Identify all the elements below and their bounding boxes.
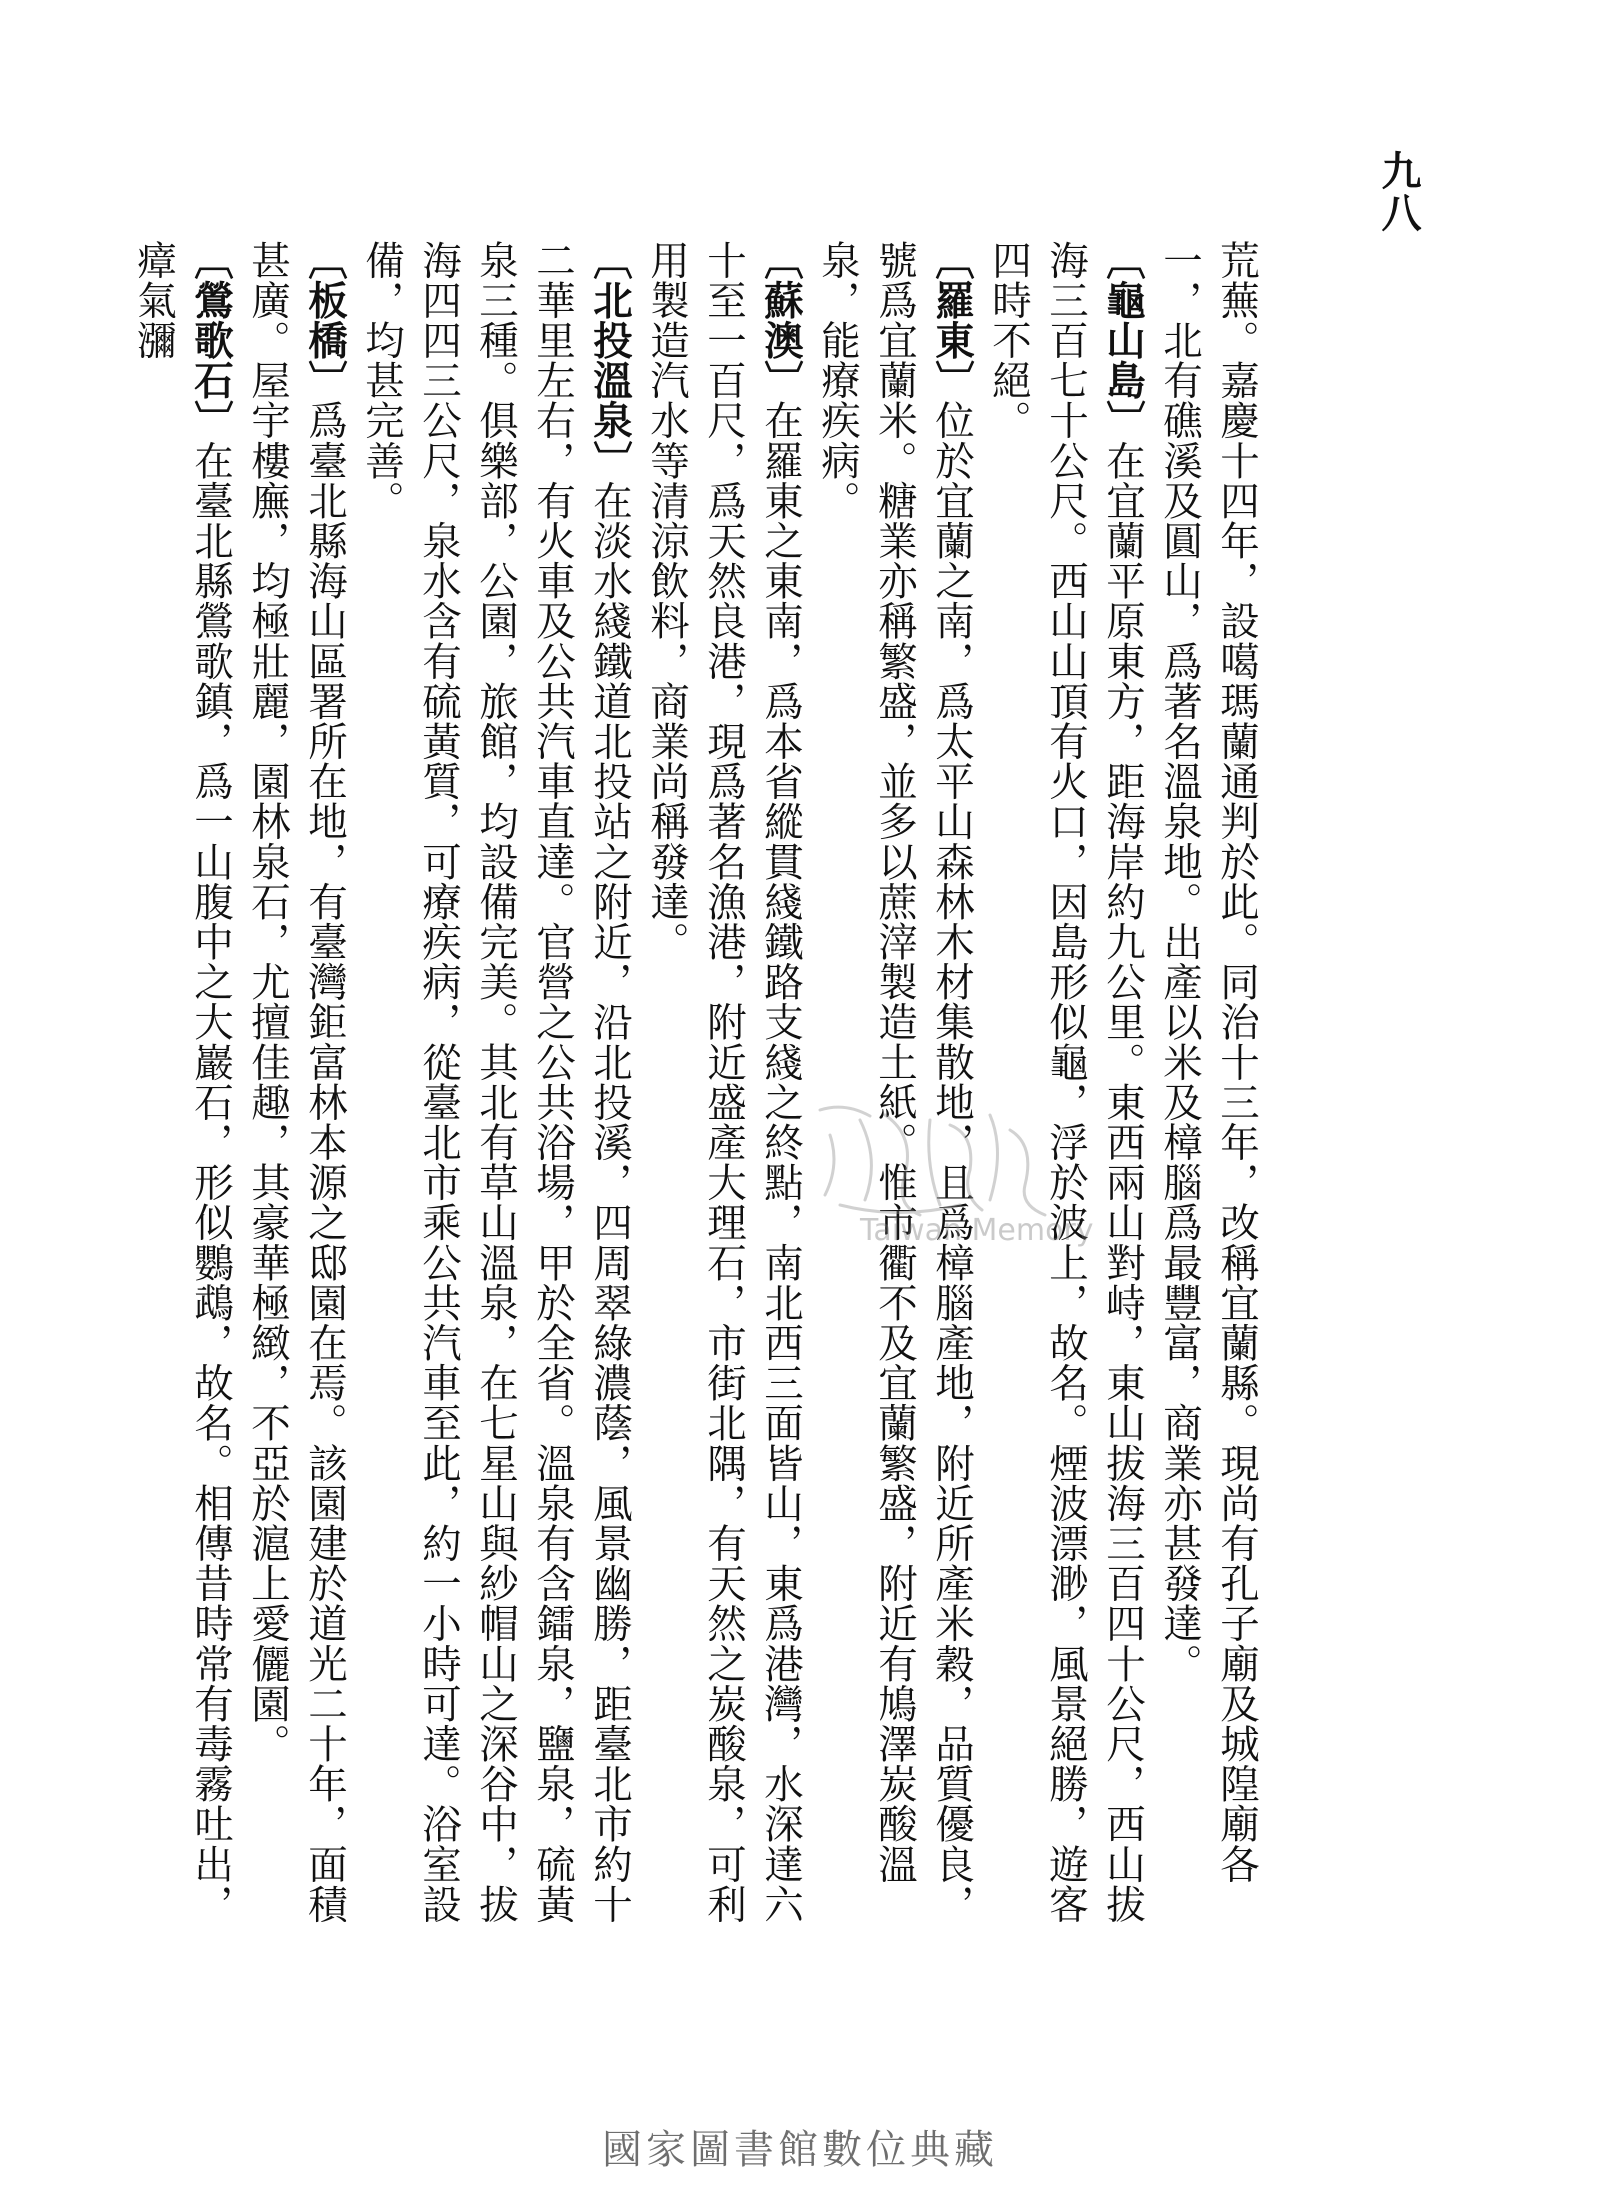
footer-collection-label: 國家圖書館數位典藏 [602, 2127, 998, 2173]
entry-heading-guishan-island: 〔龜山島〕 [1100, 240, 1146, 441]
paragraph-text: 在宜蘭平原東方，距海岸約九公里。東西兩山對峙，東山拔海三百四十公尺，西山拔海三百七十公尺。西山山頂有火口，因島形似龜，浮於波上，故名。煙波漂渺，風景絕勝，遊客四時不絕。 [986, 240, 1146, 1925]
paragraph-guishan-island [980, 240, 1151, 1930]
entry-heading-banqiao: 〔板橋〕 [302, 240, 348, 401]
paragraph-text: 在羅東之東南，爲本省縱貫綫鐵路支綫之終點，南北西三面皆山，東爲港灣，水深達六十至一百尺，爲天然良港，現爲著名漁港，附近盛產大理石，市街北隅，有天然之炭酸泉，可利用製造汽水等清涼飲料，商業尚稱發達。 [644, 240, 804, 1925]
paragraph-beitou-hot-spring [353, 240, 638, 1930]
main-text [131, 240, 1265, 1930]
paragraph-text: 位於宜蘭之南，爲太平山森林木材集散地，且爲樟腦產地，附近所產米穀，品質優良，號爲宜蘭米。糖業亦稱繁盛，並多以蔗滓製造土紙。惟市衢不及宜蘭繁盛，附近有鳩澤炭酸溫泉，能療疾病。 [815, 240, 975, 1925]
paragraph-text: 在淡水綫鐵道北投站之附近，沿北投溪，四周翠綠濃蔭，風景幽勝，距臺北市約十二華里左右，有火車及公共汽車直達。官營之公共浴場，甲於全省。溫泉有含鐳泉，鹽泉，硫黃泉三種。俱樂部，公園，旅館，均設備完美。其北有草山溫泉，在七星山與紗帽山之深谷中，拔海四四三公尺，泉水含有硫黃質，可療疾病，從臺北市乘公共汽車至此，約一小時可達。浴室設備，均甚完善。 [359, 240, 633, 1925]
paragraph-text: 荒蕪。嘉慶十四年，設噶瑪蘭通判於此。同治十三年，改稱宜蘭縣。現尚有孔子廟及城隍廟各一，北有礁溪及圓山，爲著名溫泉地。出產以米及樟腦爲最豐富，商業亦甚發達。 [1157, 240, 1260, 1885]
paragraph-luodong [809, 240, 980, 1930]
paragraph-text: 爲臺北縣海山區署所在地，有臺灣鉅富林本源之邸園在焉。該園建於道光二十年，面積甚廣。屋宇樓廡，均極壯麗，園林泉石，尤擅佳趣，其豪華極緻，不亞於滬上愛儷園。 [245, 240, 348, 1925]
entry-heading-yingge-rock: 〔鶯歌石〕 [188, 240, 234, 441]
paragraph-suao [638, 240, 809, 1930]
paragraph-banqiao [239, 240, 353, 1930]
entry-heading-luodong: 〔羅東〕 [929, 240, 975, 401]
watermark-subtitle: Taiwan Memory [860, 1213, 1094, 1248]
entry-heading-suao: 〔蘇澳〕 [758, 240, 804, 401]
page-number: 九八 [1375, 150, 1422, 234]
paragraph-yingge-rock [125, 240, 239, 1930]
paragraph-yilan-continued [1151, 240, 1265, 1930]
entry-heading-beitou-hot-spring: 〔北投溫泉〕 [587, 240, 633, 481]
paragraph-text: 在臺北縣鶯歌鎮，爲一山腹中之大巖石，形似鸚鵡，故名。相傳昔時常有毒霧吐出，瘴氣瀰 [131, 240, 234, 1925]
